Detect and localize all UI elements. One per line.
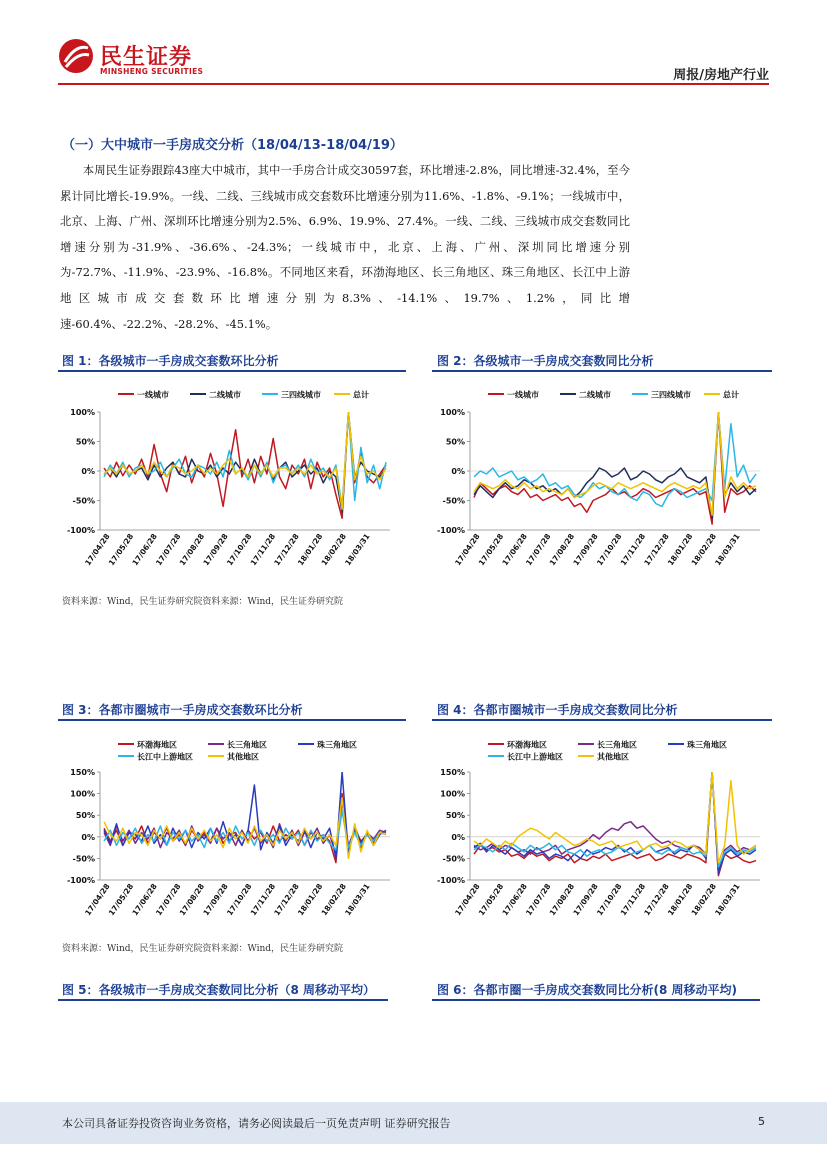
fig4-x-tick-label-1: 17/05/28: [476, 881, 506, 918]
fig4-x-tick-label-0: 17/04/28: [453, 881, 482, 918]
fig2-x-tick-label-8: 17/12/28: [642, 531, 671, 568]
fig1-x-tick-label-8: 17/12/28: [272, 531, 301, 568]
fig4-y-tick-label-0: 150%: [440, 768, 465, 777]
fig4-legend-label-1: 长三角地区: [597, 740, 637, 750]
logo-text-en: MINSHENG SECURITIES: [100, 67, 204, 76]
fig3-y-tick-label-4: -50%: [72, 854, 95, 864]
fig4-x-tick-label-5: 17/09/28: [571, 881, 600, 918]
fig1-x-tick-label-10: 18/02/28: [319, 531, 349, 568]
fig1-x-tick-label-11: 18/03/31: [343, 531, 372, 568]
fig1-series-line-1: [104, 412, 386, 512]
fig2-x-tick-label-9: 18/01/28: [665, 531, 695, 568]
fig3-x-tick-label-1: 17/05/28: [106, 881, 136, 918]
fig1-x-tick-label-0: 17/04/28: [83, 531, 112, 568]
fig1-legend-label-0: 一线城市: [137, 390, 169, 400]
fig4-legend-label-2: 珠三角地区: [687, 740, 727, 750]
fig2-series-line-1: [474, 412, 756, 518]
fig4-x-tick-label-8: 17/12/28: [642, 881, 671, 918]
fig2-legend-label-0: 一线城市: [507, 390, 539, 400]
fig3-x-tick-label-3: 17/07/28: [154, 881, 183, 918]
fig4-x-tick-label-2: 17/06/28: [500, 881, 529, 918]
fig1-title: 图 1：各级城市一手房成交套数环比分析: [62, 354, 279, 368]
fig4-x-tick-label-9: 18/01/28: [665, 881, 695, 918]
fig1-x-tick-label-3: 17/07/28: [154, 531, 183, 568]
fig4-legend-label-3: 长江中上游地区: [507, 752, 563, 762]
fig4-chart: [430, 728, 770, 928]
page-number: 5: [758, 1115, 765, 1128]
fig1-legend-label-1: 二线城市: [209, 390, 241, 400]
fig3-y-tick-label-5: -100%: [66, 876, 95, 885]
fig1-y-tick-label-3: -50%: [72, 496, 95, 506]
logo-mark-icon: [58, 38, 94, 74]
fig2-title-rule: [432, 370, 772, 372]
fig6-title: 图 6：各都市圈一手房成交套数同比分析(8 周移动平均): [437, 983, 738, 997]
fig2-x-tick-label-4: 17/08/28: [547, 531, 577, 568]
fig3-y-tick-label-2: 50%: [75, 811, 95, 821]
fig2-x-tick-label-6: 17/10/28: [594, 531, 624, 568]
fig2-legend-label-1: 二线城市: [579, 390, 611, 400]
fig4-x-tick-label-4: 17/08/28: [547, 881, 577, 918]
fig1-legend-label-3: 总计: [353, 390, 369, 400]
fig2-x-tick-label-10: 18/02/28: [689, 531, 719, 568]
fig3-x-tick-label-8: 17/12/28: [272, 881, 301, 918]
fig4-x-tick-label-3: 17/07/28: [524, 881, 553, 918]
fig1-series-line-0: [104, 412, 386, 518]
fig2-y-tick-label-4: -100%: [436, 526, 465, 535]
fig3-x-tick-label-6: 17/10/28: [224, 881, 254, 918]
fig3-legend-label-1: 长三角地区: [227, 740, 267, 750]
header-divider: [58, 83, 769, 85]
fig4-y-tick-label-3: 0%: [451, 832, 465, 842]
fig1-y-tick-label-1: 50%: [75, 437, 95, 447]
fig3-x-tick-label-9: 18/01/28: [295, 881, 325, 918]
fig4-title: 图 4：各都市圈城市一手房成交套数同比分析: [437, 703, 678, 717]
fig1-x-tick-label-4: 17/08/28: [177, 531, 207, 568]
fig4-x-tick-label-11: 18/03/31: [713, 881, 742, 918]
fig2-y-tick-label-2: 0%: [451, 467, 465, 476]
report-type: 周报/房地产行业: [673, 68, 769, 83]
fig2-x-tick-label-2: 17/06/28: [500, 531, 529, 568]
fig2-y-tick-label-0: 100%: [440, 408, 465, 417]
fig2-x-tick-label-5: 17/09/28: [571, 531, 600, 568]
fig4-y-tick-label-4: -50%: [442, 854, 465, 864]
fig3-legend-label-4: 其他地区: [227, 752, 259, 762]
fig2-x-tick-label-0: 17/04/28: [453, 531, 482, 568]
fig5-title: 图 5：各级城市一手房成交套数同比分析（8 周移动平均）: [62, 983, 376, 997]
footer-disclaimer: 本公司具备证券投资咨询业务资格，请务必阅读最后一页免责声明 证券研究报告: [62, 1117, 451, 1130]
fig1-x-tick-label-5: 17/09/28: [201, 531, 230, 568]
fig1-y-tick-label-4: -100%: [66, 526, 95, 535]
fig2-x-tick-label-11: 18/03/31: [713, 531, 742, 568]
logo-text-cn: 民生证券: [100, 45, 193, 70]
fig1-legend-label-2: 三四线城市: [281, 390, 321, 400]
fig1-x-tick-label-9: 18/01/28: [295, 531, 325, 568]
fig4-x-tick-label-10: 18/02/28: [689, 881, 719, 918]
company-logo: [58, 38, 208, 80]
section-title: （一）大中城市一手房成交分析（18/04/13-18/04/19）: [62, 138, 403, 153]
fig2-x-tick-label-7: 17/11/28: [618, 531, 648, 568]
fig2-legend-label-2: 三四线城市: [651, 390, 691, 400]
fig3-x-tick-label-2: 17/06/28: [130, 881, 159, 918]
fig2-y-tick-label-3: -50%: [442, 496, 465, 506]
fig3-x-tick-label-10: 18/02/28: [319, 881, 349, 918]
fig4-legend-label-0: 环渤海地区: [507, 740, 547, 750]
fig2-y-tick-label-1: 50%: [445, 437, 465, 447]
fig4-title-rule: [432, 719, 772, 721]
fig4-x-tick-label-6: 17/10/28: [594, 881, 624, 918]
fig4-y-tick-label-5: -100%: [436, 876, 465, 885]
fig2-legend-label-3: 总计: [723, 390, 739, 400]
fig1-x-tick-label-6: 17/10/28: [224, 531, 254, 568]
fig3-x-tick-label-5: 17/09/28: [201, 881, 230, 918]
fig3-y-tick-label-3: 0%: [81, 832, 95, 842]
fig2-x-tick-label-3: 17/07/28: [524, 531, 553, 568]
fig3-title-rule: [58, 719, 406, 721]
fig1-y-tick-label-2: 0%: [81, 467, 95, 476]
fig1-title-rule: [58, 370, 406, 372]
fig3-legend-label-2: 珠三角地区: [317, 740, 357, 750]
fig3-y-tick-label-0: 150%: [70, 768, 95, 777]
fig4-legend-label-4: 其他地区: [597, 752, 629, 762]
fig3-chart: [60, 728, 400, 928]
fig2-chart: [430, 378, 770, 578]
fig3-x-tick-label-4: 17/08/28: [177, 881, 207, 918]
fig2-x-tick-label-1: 17/05/28: [476, 531, 506, 568]
fig6-title-rule: [432, 999, 760, 1001]
fig3-title: 图 3：各都市圈城市一手房成交套数环比分析: [62, 703, 303, 717]
fig3-legend-label-3: 长江中上游地区: [137, 752, 193, 762]
fig3-y-tick-label-1: 100%: [70, 789, 95, 799]
fig3-x-tick-label-7: 17/11/28: [248, 881, 278, 918]
fig4-y-tick-label-2: 50%: [445, 811, 465, 821]
fig1-x-tick-label-7: 17/11/28: [248, 531, 278, 568]
fig2-title: 图 2：各级城市一手房成交套数同比分析: [437, 354, 654, 368]
section-paragraph: 本周民生证券跟踪43座大中城市，其中一手房合计成交30597套，环比增速-2.8%，同比增速-32.4%，至今累计同比增长-19.9%。一线、二线、三线城市成交套数环比增速分别为11.6%、-1.8%、-9.1%；一线城市中，北京、上海、广州、深圳环比增速分别为2.5%、6.9%、19.9%、27.4%。一线、二线、三线城市成交套数同比增速分别为-31.9%、-36.6%、-24.3%；一线城市中，北京、上海、广州、深圳同比增速分别为-72.7%、-11.9%、-23.9%、-16.8%。不同地区来看，环渤海地区、长三角地区、珠三角地区、长江中上游地区城市成交套数环比增速分别为8.3%、-14.1%、19.7%、1.2%，同比增速-60.4%、-22.2%、-28.2%、-45.1%。: [60, 163, 630, 331]
fig1-x-tick-label-2: 17/06/28: [130, 531, 159, 568]
fig3-x-tick-label-11: 18/03/31: [343, 881, 372, 918]
fig3-x-tick-label-0: 17/04/28: [83, 881, 112, 918]
fig1-series-line-3: [104, 412, 386, 509]
fig4-y-tick-label-1: 100%: [440, 789, 465, 799]
fig5-title-rule: [58, 999, 388, 1001]
fig1-y-tick-label-0: 100%: [70, 408, 95, 417]
source-note-1: 资料来源：Wind，民生证券研究院资料来源：Wind，民生证券研究院: [62, 597, 344, 607]
fig1-x-tick-label-1: 17/05/28: [106, 531, 136, 568]
fig1-chart: [60, 378, 400, 578]
fig3-legend-label-0: 环渤海地区: [137, 740, 177, 750]
fig4-x-tick-label-7: 17/11/28: [618, 881, 648, 918]
fig2-series-line-3: [474, 412, 756, 515]
source-note-2: 资料来源：Wind，民生证券研究院资料来源：Wind，民生证券研究院: [62, 944, 344, 954]
